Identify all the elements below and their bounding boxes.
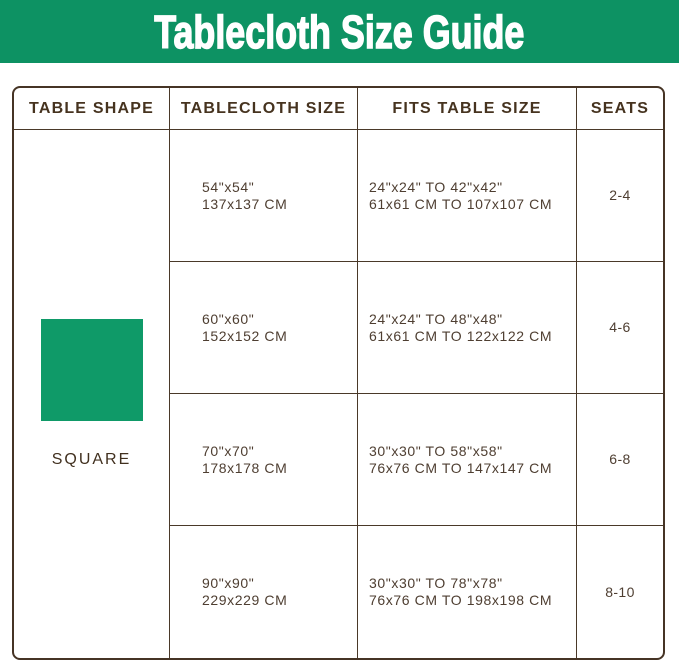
size-cm: 229x229 CM [202, 592, 288, 608]
size-cm: 152x152 CM [202, 327, 288, 344]
table-row-4-fits-table-size [358, 526, 577, 658]
size-table [12, 86, 665, 660]
table-row-2-fits-table-size [358, 262, 577, 394]
page-title: Tablecloth Size Guide [154, 5, 525, 58]
column-header-table-shape: TABLE SHAPE [14, 88, 170, 130]
fits-cm: 76x76 CM TO 198x198 CM [369, 592, 553, 608]
table-row-3-seats: 6-8 [577, 394, 663, 526]
table-row-1-fits-table-size [358, 130, 577, 262]
table-row-4-seats: 8-10 [605, 583, 635, 600]
table-row-3-tablecloth-size [170, 394, 358, 526]
table-row-1-tablecloth-size [170, 130, 358, 262]
table-row-3-fits-table-size [358, 394, 577, 526]
fits-inches: 24"x24" TO 48"x48" [369, 310, 503, 327]
fits-cm: 76x76 CM TO 147x147 CM [369, 459, 553, 476]
column-header-fits-table-size: FITS TABLE SIZE [358, 88, 577, 130]
column-header-seats: SEATS [577, 88, 663, 130]
fits-inches: 30"x30" TO 78"x78" [369, 575, 503, 591]
fits-inches: 30"x30" TO 58"x58" [369, 442, 503, 459]
table-row-2-seats: 4-6 [577, 262, 663, 394]
fits-cm: 61x61 CM TO 122x122 CM [369, 327, 553, 344]
square-shape-icon [41, 319, 143, 421]
table-row-2-tablecloth-size [170, 262, 358, 394]
title-banner [0, 0, 679, 63]
size-inches: 70"x70" [202, 442, 255, 459]
fits-inches: 24"x24" TO 42"x42" [369, 178, 503, 195]
shape-label: SQUARE [51, 451, 132, 468]
table-row-1-seats: 2-4 [577, 130, 663, 262]
size-cm: 178x178 CM [202, 459, 288, 476]
table-row-4-tablecloth-size [170, 526, 358, 658]
size-cm: 137x137 CM [202, 195, 288, 212]
column-header-tablecloth-size: TABLECLOTH SIZE [170, 88, 358, 130]
table-shape-cell [14, 130, 170, 658]
size-inches: 54"x54" [202, 178, 255, 195]
size-inches: 60"x60" [202, 310, 255, 327]
size-inches: 90"x90" [202, 575, 255, 591]
fits-cm: 61x61 CM TO 107x107 CM [369, 195, 553, 212]
